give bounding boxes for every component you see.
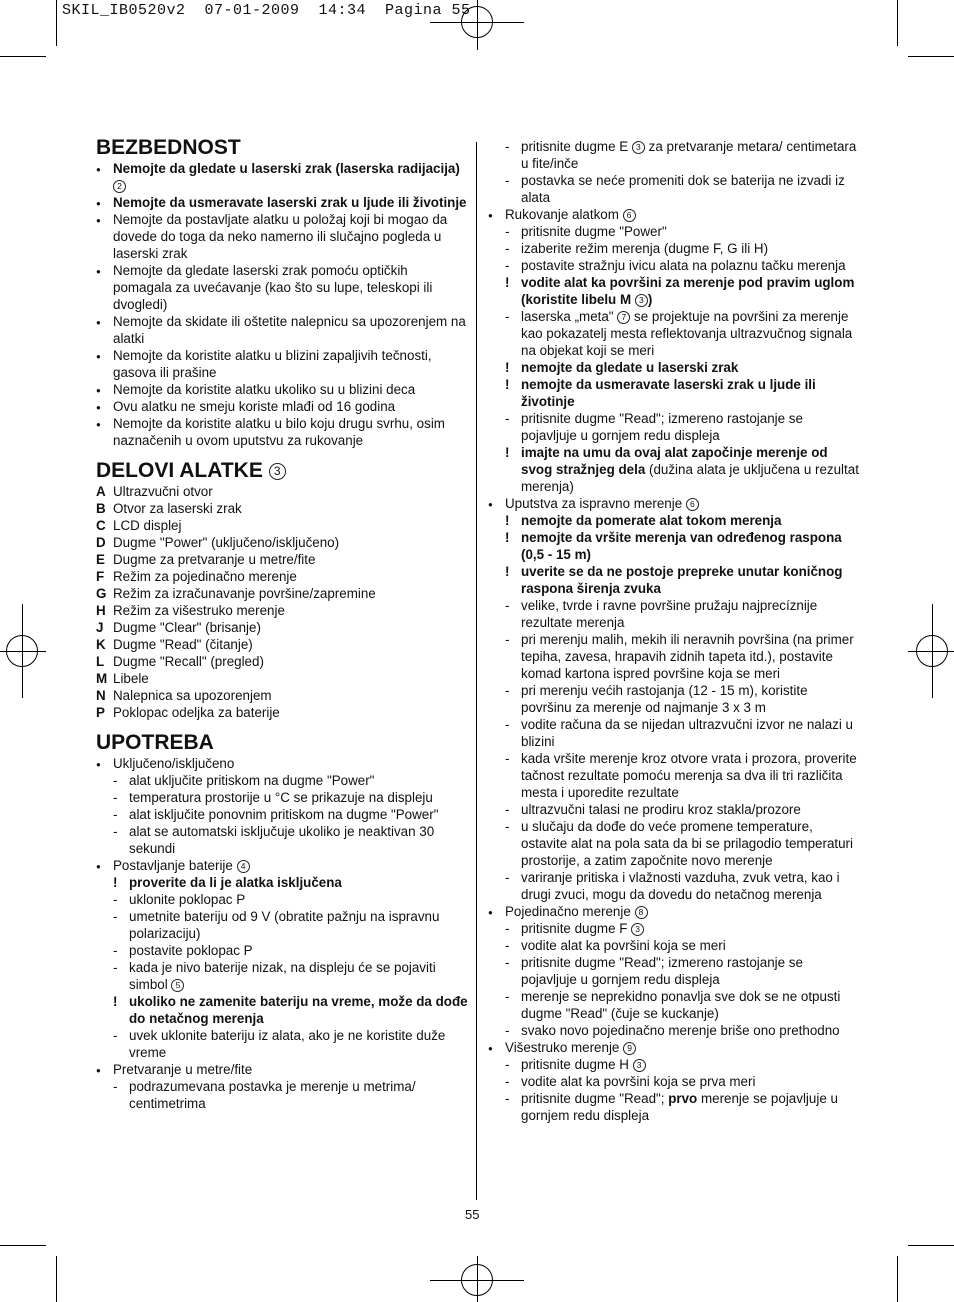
item-text: alat uključite pritiskom na dugme "Power" (129, 773, 375, 788)
part-label: Dugme za pretvaranje u metre/fite (113, 552, 316, 567)
print-header: SKIL_IB0520v2 07-01-2009 14:34 Pagina 55 (62, 2, 471, 19)
item-text-tail: se projektuje na površini za merenje kao pokazatelj mesta reflektovanja ultrazvučnog signala na objekat koji se meri (521, 309, 853, 358)
list-item (96, 755, 468, 772)
part-key: D (96, 535, 106, 550)
item-text: Nemojte da skidate ili oštetite nalepnicu sa upozorenjem na alatki (113, 314, 466, 346)
list-item (96, 1061, 468, 1078)
item-text: Uključeno/isključeno (113, 756, 235, 771)
list-item (96, 398, 468, 415)
list-item (488, 138, 860, 172)
right-column (488, 138, 860, 1124)
page-number: 55 (465, 1207, 480, 1222)
list-item (96, 874, 468, 891)
item-text: velike, tvrde i ravne površine pružaju najprecíznije rezultate merenja (521, 598, 818, 630)
part-row (96, 619, 468, 636)
part-key: J (96, 620, 104, 635)
list-item (96, 160, 468, 194)
list-item (488, 444, 860, 495)
item-text: proverite da li je alatka isključena (129, 875, 342, 890)
list-item (488, 1022, 860, 1039)
item-text: postavite poklopac P (129, 943, 253, 958)
usage-list-continued (488, 138, 860, 1124)
list-item (96, 194, 468, 211)
part-row (96, 653, 468, 670)
item-text: pritisnite dugme "Read"; izmereno rastojanje se pojavljuje u gornjem redu displeja (521, 411, 803, 443)
item-text: svako novo pojedinačno merenje briše ono prethodno (521, 1023, 840, 1038)
item-text: umetnite bateriju od 9 V (obratite pažnju na ispravnu polarizaciju) (129, 909, 440, 941)
item-text: uvek uklonite bateriju iz alata, ako je ne koristite duže vreme (129, 1028, 446, 1060)
item-text: vodite alat ka površini koja se prva meri (521, 1074, 756, 1089)
part-label: Dugme "Recall" (pregled) (113, 654, 264, 669)
part-key: N (96, 688, 106, 703)
part-row (96, 670, 468, 687)
section-title-bezbednost: BEZBEDNOST (96, 136, 241, 159)
item-text: ultrazvučni talasi ne prodiru kroz stakla/prozore (521, 802, 801, 817)
list-item (488, 240, 860, 257)
list-item (488, 988, 860, 1022)
item-text: nemojte da usmeravate laserski zrak u ljude ili životinje (521, 377, 816, 409)
left-column (96, 136, 468, 1112)
item-text-tail: (dužina alata je uključena u rezultat merenja) (521, 462, 859, 494)
list-item (488, 954, 860, 988)
item-text: postavite stražnju ivicu alata na polaznu tačku merenja (521, 258, 846, 273)
section-title-delovi: DELOVI ALATKE 3 (96, 459, 468, 483)
item-text: kada je nivo baterije nizak, na displeju će se pojaviti simbol (129, 960, 436, 992)
item-text: alat isključite ponovnim pritiskom na dugme "Power" (129, 807, 439, 822)
list-item (488, 376, 860, 410)
item-text: imajte na umu da ovaj alat započinje merenje od svog stražnjeg dela (521, 445, 828, 477)
figure-ref-badge: 6 (686, 498, 699, 511)
item-text: nemojte da vršite merenja van određenog raspona (0,5 - 15 m) (521, 530, 842, 562)
item-text-tail: merenje se pojavljuje u gornjem redu displeja (521, 1091, 838, 1123)
list-item (488, 597, 860, 631)
part-row (96, 585, 468, 602)
part-key: E (96, 552, 105, 567)
list-item (488, 750, 860, 801)
part-label: Režim za pojedinačno merenje (113, 569, 297, 584)
part-label: Dugme "Clear" (brisanje) (113, 620, 261, 635)
list-item (488, 512, 860, 529)
part-row (96, 568, 468, 585)
item-text: Pojedinačno merenje (505, 904, 631, 919)
item-text: Nemojte da koristite alatku u blizini zapaljivih tečnosti, gasova ili prašine (113, 348, 432, 380)
list-item (488, 716, 860, 750)
parts-list (96, 483, 468, 721)
list-item (488, 308, 860, 359)
list-item (96, 262, 468, 313)
part-label: Režim za višestruko merenje (113, 603, 285, 618)
section-title-upotreba: UPOTREBA (96, 731, 214, 754)
list-item (488, 223, 860, 240)
list-item (96, 1078, 468, 1112)
item-text: Pretvaranje u metre/fite (113, 1062, 253, 1077)
part-key: H (96, 603, 106, 618)
item-text: pritisnite dugme "Read"; izmereno rastojanje se pojavljuje u gornjem redu displeja (521, 955, 803, 987)
list-item (488, 801, 860, 818)
list-item (488, 410, 860, 444)
part-key: K (96, 637, 106, 652)
part-key: F (96, 569, 105, 584)
list-item (488, 631, 860, 682)
list-item (96, 959, 468, 993)
figure-ref-badge: 3 (632, 141, 645, 154)
part-label: Otvor za laserski zrak (113, 501, 242, 516)
part-label: Nalepnica sa upozorenjem (113, 688, 272, 703)
item-text: Rukovanje alatkom (505, 207, 619, 222)
part-row (96, 602, 468, 619)
item-text-tail: ) (647, 292, 653, 307)
list-item (96, 942, 468, 959)
part-label: Libele (113, 671, 149, 686)
figure-ref-badge: 3 (269, 463, 286, 480)
part-row (96, 551, 468, 568)
part-row (96, 704, 468, 721)
list-item (96, 772, 468, 789)
list-item (96, 415, 468, 449)
list-item (488, 682, 860, 716)
list-item (488, 495, 860, 512)
figure-ref-badge: 9 (623, 1042, 636, 1055)
item-text: pritisnite dugme "Read"; (521, 1091, 669, 1106)
item-text: temperatura prostorije u °C se prikazuje na displeju (129, 790, 433, 805)
item-text: pri merenju većih rastojanja (12 - 15 m), koristite površinu za merenje od najmanje 3 x 3 m (521, 683, 808, 715)
part-row (96, 687, 468, 704)
list-item (96, 313, 468, 347)
item-text: uverite se da ne postoje prepreke unutar koničnog raspona širenja zvuka (521, 564, 843, 596)
part-label: Ultrazvučni otvor (113, 484, 213, 499)
part-key: P (96, 705, 105, 720)
list-item (488, 529, 860, 563)
item-text: Nemojte da koristite alatku ukoliko su u blizini deca (113, 382, 416, 397)
item-text: uklonite poklopac P (129, 892, 246, 907)
figure-ref-badge: 3 (631, 923, 644, 936)
item-text: u slučaju da dođe do veće promene temperature, ostavite alat na pola sata da bi se prilagodio temperaturi prostorije, a zatim započnite novo merenje (521, 819, 853, 868)
item-text: nemojte da gledate u laserski zrak (521, 360, 739, 375)
part-key: G (96, 586, 107, 601)
part-label: Dugme "Read" (čitanje) (113, 637, 253, 652)
item-text: pritisnite dugme H (521, 1057, 629, 1072)
part-row (96, 534, 468, 551)
list-item (488, 172, 860, 206)
item-text: Nemojte da gledate u laserski zrak (laserska radijacija) (113, 161, 460, 176)
item-text: vodite alat ka površini za merenje pod pravim uglom (koristite libelu M (521, 275, 855, 307)
item-text: izaberite režim merenja (dugme F, G ili H) (521, 241, 769, 256)
column-divider (476, 142, 477, 1200)
list-item (488, 1073, 860, 1090)
list-item (488, 359, 860, 376)
part-row (96, 636, 468, 653)
part-label: Poklopac odeljka za baterije (113, 705, 280, 720)
part-key: B (96, 501, 106, 516)
list-item (96, 347, 468, 381)
item-text: postavka se neće promeniti dok se baterija ne izvadi iz alata (521, 173, 845, 205)
figure-ref-badge: 5 (171, 979, 184, 992)
item-text: pritisnite dugme "Power" (521, 224, 667, 239)
part-key: C (96, 518, 106, 533)
item-text: Nemojte da gledate laserski zrak pomoću optičkih pomagala za uvećavanje (kao što su lupe, teleskopi ili dvogledi) (113, 263, 433, 312)
part-key: A (96, 484, 106, 499)
item-text: pritisnite dugme E (521, 139, 629, 154)
list-item (96, 381, 468, 398)
list-item (488, 920, 860, 937)
figure-ref-badge: 6 (623, 209, 636, 222)
item-text: Nemojte da koristite alatku u bilo koju drugu svrhu, osim naznačenih u ovom uputstvu za rukovanje (113, 416, 445, 448)
item-text: nemojte da pomerate alat tokom merenja (521, 513, 782, 528)
item-text: merenje se neprekidno ponavlja sve dok se ne otpusti dugme "Read" (čuje se kuckanje) (521, 989, 841, 1021)
list-item (488, 869, 860, 903)
list-item (488, 274, 860, 308)
list-item (96, 789, 468, 806)
list-item (488, 563, 860, 597)
figure-ref-badge: 7 (617, 311, 630, 324)
item-text: Postavljanje baterije (113, 858, 233, 873)
item-text: laserska „meta" (521, 309, 614, 324)
item-text-tail: za pretvaranje metara/ centimetara u fite/inče (521, 139, 857, 171)
part-row (96, 500, 468, 517)
item-text: Ovu alatku ne smeju koriste mlađi od 16 godina (113, 399, 396, 414)
figure-ref-badge: 8 (635, 906, 648, 919)
figure-ref-badge: 3 (633, 1059, 646, 1072)
list-item (488, 903, 860, 920)
list-item (488, 1056, 860, 1073)
item-text: ukoliko ne zamenite bateriju na vreme, može da dođe do netačnog merenja (129, 994, 468, 1026)
item-text: kada vršite merenje kroz otvore vrata i prozora, proverite tačnost rezultate pomoću merenja sa dva ili tri različita mesta i uporedite rezultate (521, 751, 857, 800)
list-item (488, 937, 860, 954)
list-item (96, 908, 468, 942)
part-label: LCD displej (113, 518, 182, 533)
list-item (488, 1090, 860, 1124)
item-text: alat se automatski isključuje ukoliko je neaktivan 30 sekundi (129, 824, 435, 856)
item-text: vodite alat ka površini koja se meri (521, 938, 726, 953)
item-text: Uputstva za ispravno merenje (505, 496, 683, 511)
item-text: pritisnite dugme F (521, 921, 628, 936)
safety-list (96, 160, 468, 449)
list-item (96, 1027, 468, 1061)
item-text: Nemojte da postavljate alatku u položaj koji bi mogao da dovede do toga da neko namerno ili slučajno pogleda u laserski zrak (113, 212, 448, 261)
list-item (488, 257, 860, 274)
part-key: L (96, 654, 105, 669)
figure-ref-badge: 2 (113, 180, 126, 193)
part-row (96, 517, 468, 534)
list-item (96, 891, 468, 908)
list-item (96, 806, 468, 823)
item-text: podrazumevana postavka je merenje u metrima/ centimetrima (129, 1079, 416, 1111)
usage-list (96, 755, 468, 1112)
list-item (96, 211, 468, 262)
list-item (96, 823, 468, 857)
figure-ref-badge: 3 (635, 294, 648, 307)
list-item (96, 857, 468, 874)
list-item (488, 206, 860, 223)
item-text: Višestruko merenje (505, 1040, 620, 1055)
part-row (96, 483, 468, 500)
list-item (488, 818, 860, 869)
list-item (96, 993, 468, 1027)
part-label: Režim za izračunavanje površine/zapremine (113, 586, 376, 601)
item-text-bold: prvo (668, 1091, 698, 1106)
list-item (488, 1039, 860, 1056)
part-key: M (96, 671, 108, 686)
item-text: pri merenju malih, mekih ili neravnih površina (na primer tepiha, zavesa, hrapavih zidnih tapeta itd.), postavite komad kartona ispred površine koja se meri (521, 632, 854, 681)
figure-ref-badge: 4 (237, 860, 250, 873)
item-text: Nemojte da usmeravate laserski zrak u ljude ili životinje (113, 195, 467, 210)
part-label: Dugme "Power" (uključeno/isključeno) (113, 535, 340, 550)
item-text: vodite računa da se nijedan ultrazvučni izvor ne nalazi u blizini (521, 717, 853, 749)
item-text: variranje pritiska i vlažnosti vazduha, zvuk vetra, kao i drugi zvuci, mogu da dovedu do netačnog merenja (521, 870, 840, 902)
